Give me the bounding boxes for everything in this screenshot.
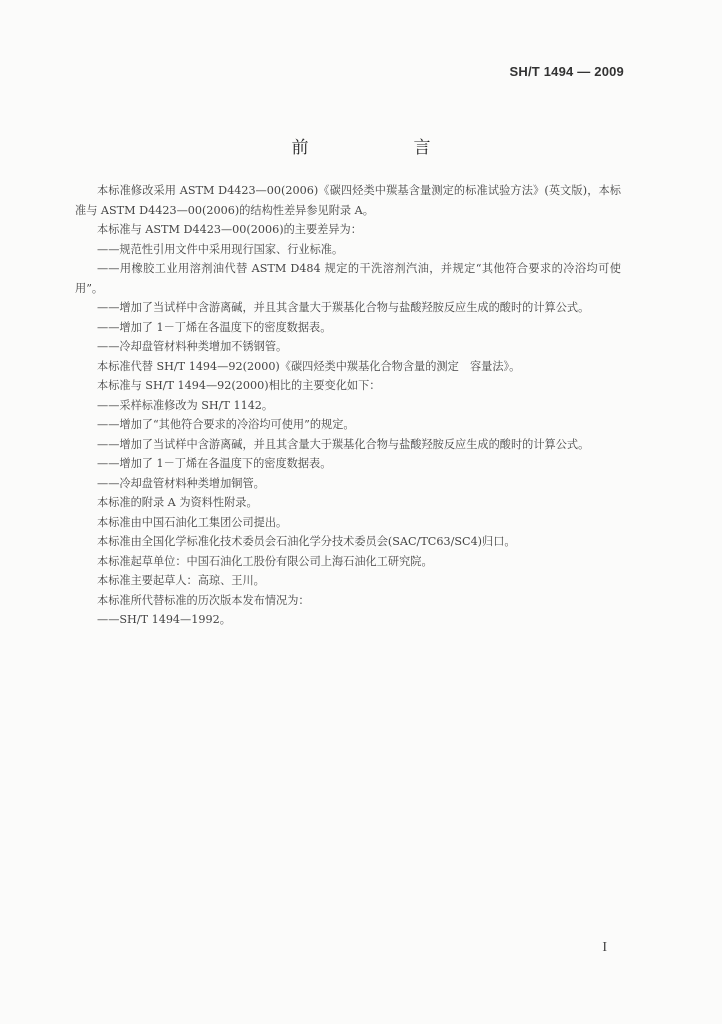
list-item: ——增加了“其他符合要求的冷浴均可使用”的规定。 <box>97 418 355 431</box>
standard-code-header: SH/T 1494 — 2009 <box>509 64 624 79</box>
list-item: ——增加了 1－丁烯在各温度下的密度数据表。 <box>97 320 332 334</box>
list-item: ——用橡胶工业用溶剂油代替 ASTM D484 规定的干洗溶剂汽油，并规定“其他符合要求的冷浴均可使用”。 <box>75 262 621 295</box>
page-title: 前 言 <box>291 138 475 158</box>
paragraph: 本标准代替 SH/T 1494—92(2000)《碳四烃类中羰基化合物含量的测定 容量法》。 <box>97 359 521 373</box>
paragraph: 本标准由中国石油化工集团公司提出。 <box>97 515 288 529</box>
list-item: ——采样标准修改为 SH/T 1142。 <box>97 398 274 412</box>
paragraph: 本标准与 SH/T 1494—92(2000)相比的主要变化如下： <box>97 379 381 392</box>
list-item: ——冷却盘管材料种类增加不锈钢管。 <box>97 340 288 353</box>
list-item: ——增加了 1－丁烯在各温度下的密度数据表。 <box>97 457 332 470</box>
document-body <box>75 181 621 630</box>
list-item: ——增加了当试样中含游离碱，并且其含量大于羰基化合物与盐酸羟胺反应生成的酸时的计算公式。 <box>97 437 590 451</box>
paragraph: 本标准修改采用 ASTM D4423—00(2006)《碳四烃类中羰基含量测定的标准试验方法》(英文版)，本标准与 ASTM D4423—00(2006)的结构性差异参见附录 A。 <box>75 184 621 217</box>
paragraph: 本标准主要起草人：高琼、王川。 <box>97 574 265 587</box>
list-item: ——SH/T 1494—1992。 <box>97 613 231 626</box>
paragraph: 本标准与 ASTM D4423—00(2006)的主要差异为： <box>97 223 362 236</box>
paragraph: 本标准起草单位：中国石油化工股份有限公司上海石油化工研究院。 <box>97 554 433 568</box>
page-number: I <box>602 940 607 955</box>
list-item: ——规范性引用文件中采用现行国家、行业标准。 <box>97 242 344 256</box>
list-item: ——增加了当试样中含游离碱，并且其含量大于羰基化合物与盐酸羟胺反应生成的酸时的计算公式。 <box>97 301 590 314</box>
paragraph: 本标准由全国化学标准化技术委员会石油化学分技术委员会(SAC/TC63/SC4)归口。 <box>97 535 516 548</box>
list-item: ——冷却盘管材料种类增加铜管。 <box>97 476 265 490</box>
paragraph: 本标准的附录 A 为资料性附录。 <box>97 496 258 509</box>
paragraph: 本标准所代替标准的历次版本发布情况为： <box>97 593 310 607</box>
